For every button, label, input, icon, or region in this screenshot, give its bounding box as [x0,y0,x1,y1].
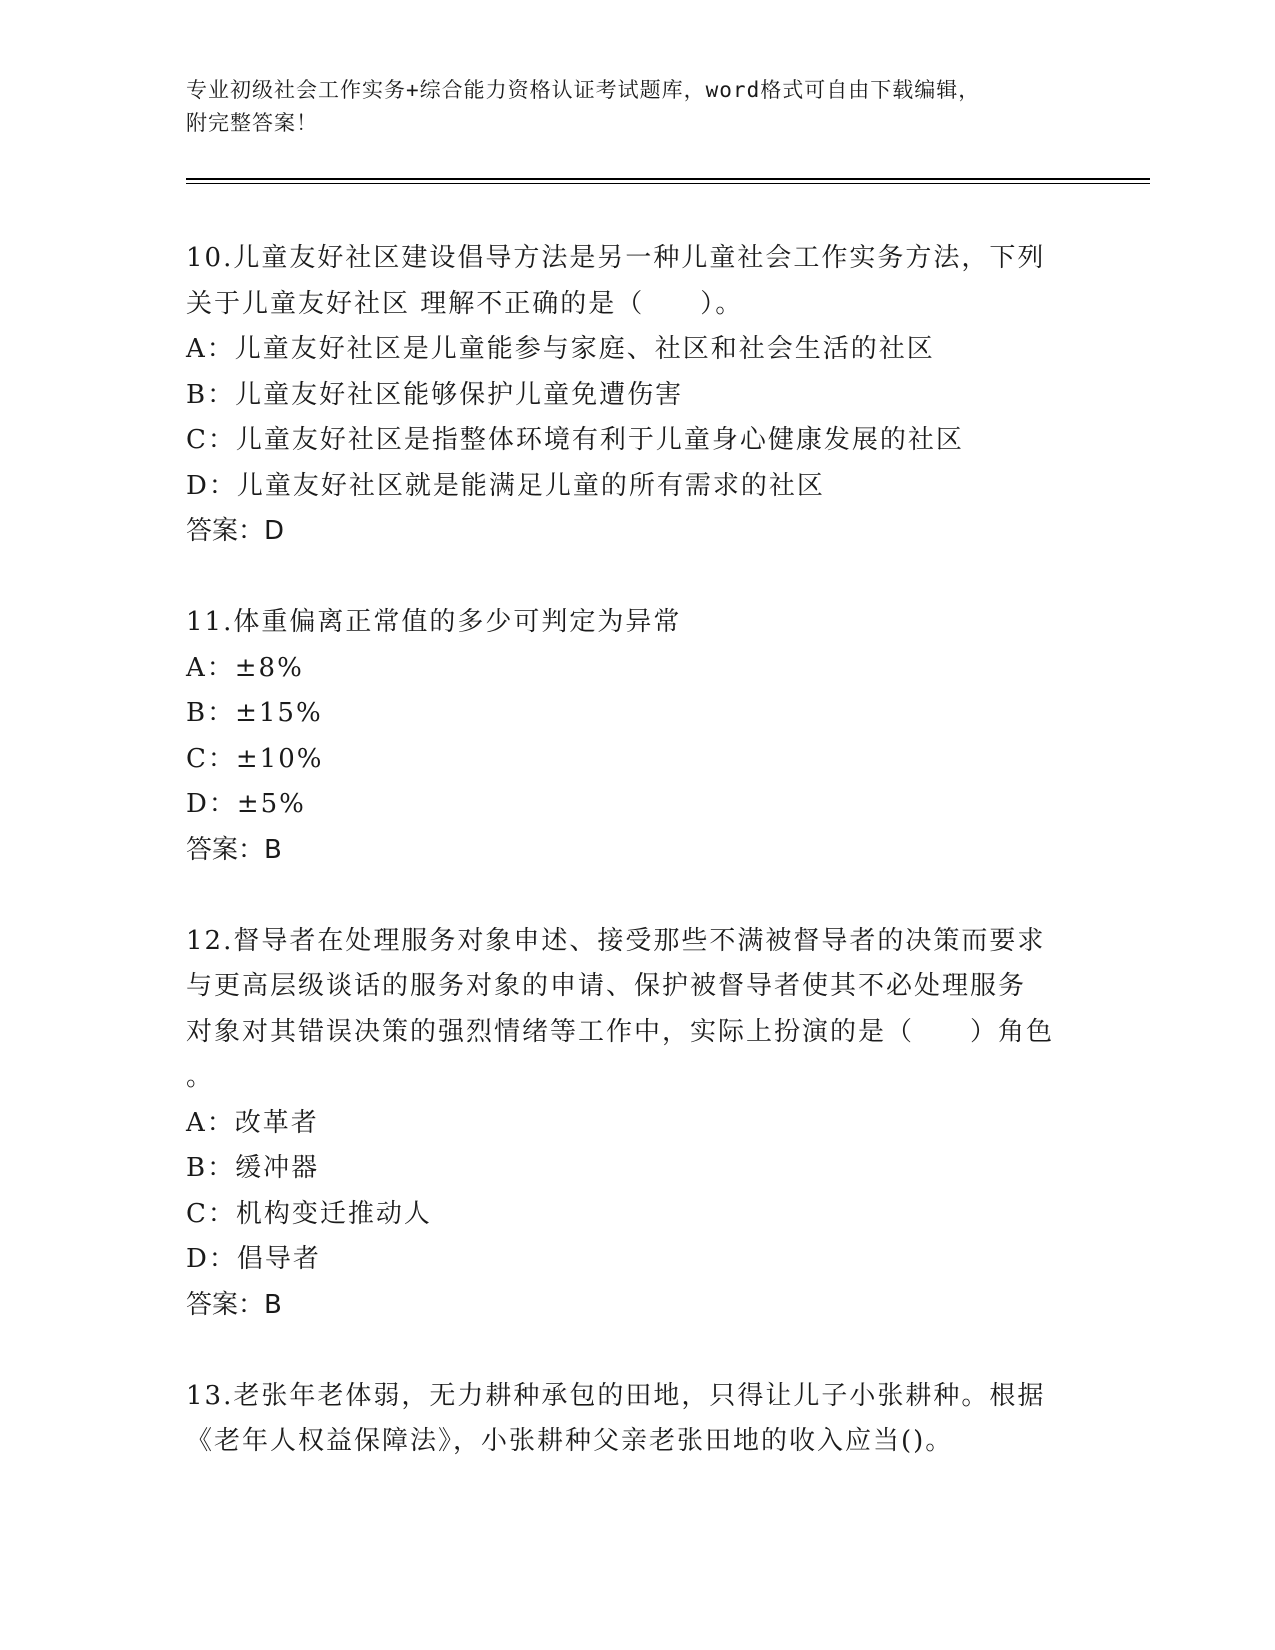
header-divider-thick [186,178,1150,180]
question-stem-line: 12.督导者在处理服务对象申述、接受那些不满被督导者的决策而要求 [186,925,1046,956]
question-list [186,236,1066,1510]
question-stem-line: 与更高层级谈话的服务对象的申请、保护被督导者使其不必处理服务 [186,971,1027,1001]
question-11 [186,600,1066,873]
question-stem-line: 13.老张年老体弱，无力耕种承包的田地，只得让儿子小张耕种。根据 [186,1380,1046,1411]
question-stem-line: 《老年人权益保障法》，小张耕种父亲老张田地的收入应当()。 [186,1426,954,1456]
question-stem-line: 对象对其错误决策的强烈情绪等工作中，实际上扮演的是（ ）角色 [186,1016,1055,1047]
question-stem-line: 11.体重偏离正常值的多少可判定为异常 [186,607,682,637]
question-13 [186,1374,1066,1465]
answer-label: 答案：B [186,1289,282,1320]
question-stem-line: 。 [186,1062,215,1092]
answer-label: 答案：B [186,834,282,865]
option-b: B：缓冲器 [186,1153,320,1183]
option-d: D：±5% [186,789,306,819]
header-line-2: 附完整答案！ [186,111,318,135]
option-c: C：机构变迁推动人 [186,1198,432,1229]
option-b: B：±15% [186,698,323,728]
document-header [186,74,1086,140]
option-d: D：倡导者 [186,1244,321,1274]
option-a: A：±8% [186,652,304,683]
question-12 [186,919,1066,1329]
option-a: A：改革者 [186,1107,319,1138]
question-stem-line: 关于儿童友好社区 理解不正确的是（ ）。 [186,288,744,319]
question-stem-line: 10.儿童友好社区建设倡导方法是另一种儿童社会工作实务方法，下列 [186,243,1046,273]
answer-label: 答案：D [186,516,285,546]
header-divider-thin [186,183,1150,184]
header-line-1: 专业初级社会工作实务+综合能力资格认证考试题库，word格式可自由下载编辑， [186,78,981,102]
option-a: A：儿童友好社区是儿童能参与家庭、社区和社会生活的社区 [186,334,935,364]
option-c: C：儿童友好社区是指整体环境有利于儿童身心健康发展的社区 [186,425,964,455]
option-c: C：±10% [186,743,324,774]
question-10 [186,236,1066,555]
option-d: D：儿童友好社区就是能满足儿童的所有需求的社区 [186,470,825,501]
option-b: B：儿童友好社区能够保护儿童免遭伤害 [186,379,684,410]
